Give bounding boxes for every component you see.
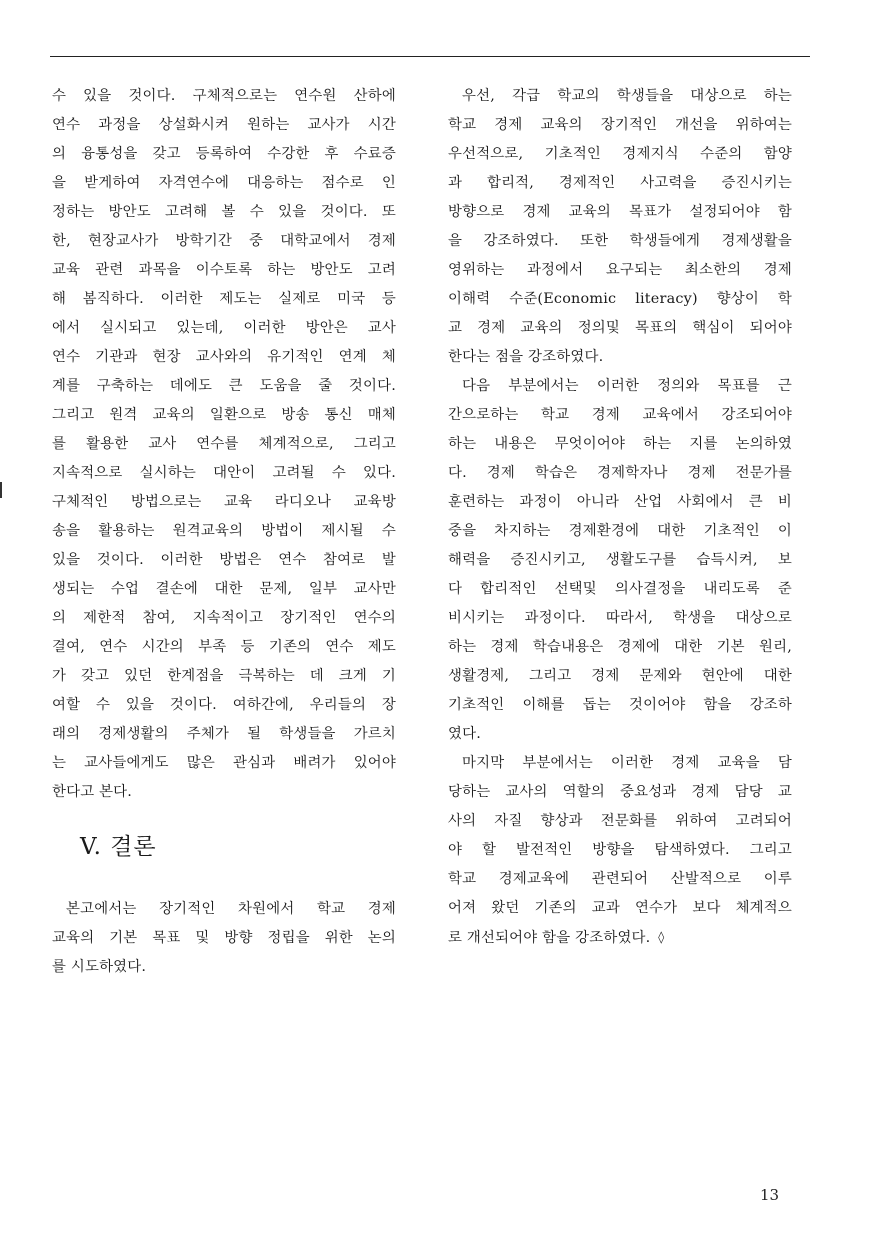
text-line: 학교 경제교육에 관련되어 산발적으로 이루	[448, 871, 792, 887]
text-line: 를 시도하였다.	[52, 959, 147, 975]
text-line: 이해력 수준(Economic literacy) 향상이 학	[448, 291, 792, 307]
end-mark-icon: ◊	[658, 930, 665, 944]
text-line: 의 제한적 참여, 지속적이고 장기적인 연수의	[52, 610, 396, 626]
text-line: 지속적으로 실시하는 대안이 고려될 수 있다.	[52, 465, 396, 481]
text-line: 래의 경제생활의 주체가 될 학생들을 가르치	[52, 726, 396, 742]
text-line: 다음 부분에서는 이러한 정의와 목표를 근	[462, 378, 792, 394]
right-column	[448, 82, 792, 952]
text-line: 그리고 원격 교육의 일환으로 방송 통신 매체	[52, 407, 396, 423]
text-line: 하는 경제 학습내용은 경제에 대한 기본 원리,	[448, 639, 792, 655]
text-line: 마지막 부분에서는 이러한 경제 교육을 담	[462, 755, 792, 771]
left-paragraph-1	[52, 82, 396, 807]
text-line: 본고에서는 장기적인 차원에서 학교 경제	[66, 901, 396, 917]
text-line: 있을 것이다. 이러한 방법은 연수 참여로 발	[52, 552, 396, 568]
text-line: 비시키는 과정이다. 따라서, 학생을 대상으로	[448, 610, 792, 626]
text-line: 연수 과정을 상설화시켜 원하는 교사가 시간	[52, 117, 396, 133]
text-line: 당하는 교사의 역할의 중요성과 경제 담당 교	[448, 784, 792, 800]
text-line: 을 강조하였다. 또한 학생들에게 경제생활을	[448, 233, 792, 249]
text-line: 해 봄직하다. 이러한 제도는 실제로 미국 등	[52, 291, 396, 307]
text-line: 에서 실시되고 있는데, 이러한 방안은 교사	[52, 320, 396, 336]
text-line: 과 합리적, 경제적인 사고력을 증진시키는	[448, 175, 792, 191]
text-line: 한다는 점을 강조하였다.	[448, 349, 604, 365]
text-line: 다 합리적인 선택및 의사결정을 내리도록 준	[448, 581, 792, 597]
text-line: 기초적인 이해를 돕는 것이어야 함을 강조하	[448, 697, 792, 713]
text-line: 을 받게하여 자격연수에 대응하는 점수로 인	[52, 175, 396, 191]
text-line: 중을 차지하는 경제환경에 대한 기초적인 이	[448, 523, 792, 539]
right-paragraph-3	[448, 749, 792, 952]
text-line: 방향으로 경제 교육의 목표가 설정되어야 함	[448, 204, 792, 220]
right-paragraph-2	[448, 372, 792, 749]
text-line: 였다.	[448, 726, 481, 742]
margin-mark	[0, 482, 2, 498]
text-line: 결여, 연수 시간의 부족 등 기존의 연수 제도	[52, 639, 396, 655]
text-line: 다. 경제 학습은 경제학자나 경제 전문가를	[448, 465, 792, 481]
text-line: 생활경제, 그리고 경제 문제와 현안에 대한	[448, 668, 792, 684]
text-line: 의 융통성을 갖고 등록하여 수강한 후 수료증	[52, 146, 396, 162]
text-line: 한, 현장교사가 방학기간 중 대학교에서 경제	[52, 233, 396, 249]
text-line: 생되는 수업 결손에 대한 문제, 일부 교사만	[52, 581, 396, 597]
text-line: 구체적인 방법으로는 교육 라디오나 교육방	[52, 494, 396, 510]
text-line: 교육의 기본 목표 및 방향 정립을 위한 논의	[52, 930, 396, 946]
page-number: 13	[760, 1186, 780, 1204]
right-paragraph-1	[448, 82, 792, 372]
text-line: 우선, 각급 학교의 학생들을 대상으로 하는	[462, 88, 792, 104]
header-rule	[50, 56, 810, 57]
text-line: 계를 구축하는 데에도 큰 도움을 줄 것이다.	[52, 378, 396, 394]
text-line: 하는 내용은 무엇이어야 하는 지를 논의하였	[448, 436, 792, 452]
text-line: 야 할 발전적인 방향을 탐색하였다. 그리고	[448, 842, 792, 858]
text-line: 로 개선되어야 함을 강조하였다. ◊	[448, 923, 792, 952]
text-line: 한다고 본다.	[52, 784, 133, 800]
text-line: 연수 기관과 현장 교사와의 유기적인 연계 체	[52, 349, 396, 365]
text-line: 수 있을 것이다. 구체적으로는 연수원 산하에	[52, 88, 396, 104]
text-line: 해력을 증진시키고, 생활도구를 습득시켜, 보	[448, 552, 792, 568]
text-line: 여할 수 있을 것이다. 여하간에, 우리들의 장	[52, 697, 396, 713]
text-line: 를 활용한 교사 연수를 체계적으로, 그리고	[52, 436, 396, 452]
text-line: 학교 경제 교육의 장기적인 개선을 위하여는	[448, 117, 792, 133]
section-heading-conclusion: V. 결론	[80, 834, 157, 860]
text-line: 사의 자질 향상과 전문화를 위하여 고려되어	[448, 813, 792, 829]
text-line: 영위하는 과정에서 요구되는 최소한의 경제	[448, 262, 792, 278]
text-line: 우선적으로, 기초적인 경제지식 수준의 함양	[448, 146, 792, 162]
text-line: 훈련하는 과정이 아니라 산업 사회에서 큰 비	[448, 494, 792, 510]
left-paragraph-2	[52, 895, 396, 982]
text-line: 송을 활용하는 원격교육의 방법이 제시될 수	[52, 523, 396, 539]
text-line: 정하는 방안도 고려해 볼 수 있을 것이다. 또	[52, 204, 396, 220]
text-line: 가 갖고 있던 한계점을 극복하는 데 크게 기	[52, 668, 396, 684]
text-line: 교육 관련 과목을 이수토록 하는 방안도 고려	[52, 262, 396, 278]
text-line: 간으로하는 학교 경제 교육에서 강조되어야	[448, 407, 792, 423]
left-column	[52, 82, 396, 982]
text-line: 어져 왔던 기존의 교과 연수가 보다 체계적으	[448, 900, 792, 916]
text-line: 는 교사들에게도 많은 관심과 배려가 있어야	[52, 755, 396, 771]
text-line: 교 경제 교육의 정의및 목표의 핵심이 되어야	[448, 320, 792, 336]
